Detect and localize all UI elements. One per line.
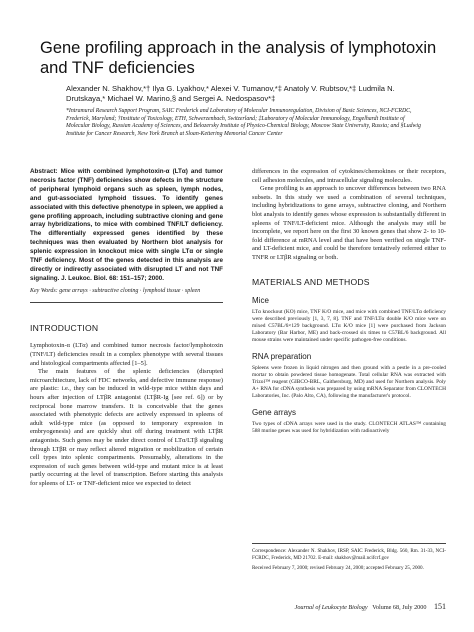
gene-profiling-paragraph: Gene profiling is an approach to uncover differences between two RNA subsets. In this study we used a combination of several techniques, including hybridizations to gene arrays, subtractive cloning, and Northern blot analysis to identify genes whose expression is substantially different in spleens of TNF/LT-deficient mice. Although the analysis may still be incomplete, we report here on the first 30 known genes that show 2- to 10-fold difference at mRNA level and that have been verified on single TNF- and LT-deficient mice, and could be therefore tentatively referred either to TNFR or LTβR signaling or both. [252,185,446,261]
author-list: Alexander N. Shakhov,*† Ilya G. Lyakhov,* Alexei V. Tumanov,*‡ Anatoly V. Rubtsov,*‡ Ludmila N. Drutskaya,* Michael W. Marino,§ and Sergei A. Nedospasov*‡ [66,84,395,103]
journal-volume: Volume 68, July 2000 [372,604,427,611]
methods-heading: MATERIALS AND METHODS [252,276,370,287]
keywords: Key Words: gene arrays · subtractive cloning · lymphoid tissue · spleen [30,287,201,294]
journal-name: Journal of Leukocyte Biology [294,604,368,611]
right-column [252,168,446,435]
mice-text: LTα knockout (KO) mice, TNF K/O mice, and mice with combined TNF/LTα deficiency were described previously [1, 3, 7, 8]. TNF and TNF/LTα double K/O mice were on mixed C57BL/6×129 background. LTα K/O mice [1] were purchased from Jackson Laboratory (Bar Harbor, ME) and back-crossed six times to C57BL/6 background. All mouse strains were maintained under specific pathogen-free conditions. [252,308,446,344]
received-dates: Received February 7, 2000; revised February 24, 2000; accepted February 25, 2000. [252,564,424,571]
mice-heading: Mice [252,295,269,305]
arrays-text: Two types of cDNA arrays were used in the study. CLONTECH ATLAS™ containing 588 murine genes was used for hybridization with radioactively [252,420,446,434]
abstract: Abstract: Mice with combined lymphotoxin-α (LTα) and tumor necrosis factor (TNF) deficiencies show defects in the structure of peripheral lymphoid organs such as spleen, lymph nodes, and gut-associated lymphoid tissues. To identify genes associated with this defective phenotype in spleen, we applied a gene profiling approach, including subtractive cloning and gene array hybridizations, to mice with combined TNF/LT deficiency. The differentially expressed genes identified by these techniques was then evaluated by Northern blot analysis for splenic expression in knockout mice with single LTα or single TNF deficiency. Most of the genes detected in this analysis are directly or indirectly associated with disrupted LT and not TNF signaling. J. Leukoc. Biol. 68: 151–157; 2000. [30,168,223,282]
arrays-heading: Gene arrays [252,407,297,417]
rna-text: Spleens were frozen in liquid nitrogen and then ground with a pestle in a pre-cooled mortar to obtain powdered tissue homogenate. Total cellular RNA was extracted with Trizol™ reagent (GIBCO-BRL, Gaithersburg, MD) and used for Northern analysis. Poly A+ RNA for cDNA synthesis was prepared by using mRNA Separator from CLONTECH Laboratories, Inc. (Palo Alto, CA), following the manufacturer's protocol. [252,364,446,400]
correspondence-note [252,543,446,571]
abstract-divider [30,302,223,303]
intro-heading: INTRODUCTION [30,323,99,334]
correspondence-text: Correspondence: Alexander N. Shakhov, IRSP, SAIC Frederick, Bldg. 560, Rm. 31-33, NCI-FCRDC, Frederick, MD 21702. E-mail: shakhov@mail.ncifcrf.gov [252,548,446,561]
affiliations: *Intramural Research Support Program, SAIC Frederick and Laboratory of Molecular Immunoregulation, Division of Basic Sciences, NCI-FCRDC, Frederick, Maryland; †Institute of Toxicology, ETH, Schwerzenbach, Switzerland; ‡Laboratory of Molecular Immunology, Engelhardt Institute of Molecular Biology, Russian Academy of Sciences, and Belozersky Institute of Physico-Chemical Biology, Moscow State University, Russia; and §Ludwig Institute for Cancer Research, New York Branch at Sloan-Kettering Memorial Cancer Center [66,108,421,137]
page-footer [295,602,446,611]
page-number: 151 [434,602,446,611]
intro-paragraph-1: Lymphotoxin-α (LTα) and combined tumor necrosis factor/lymphotoxin (TNF/LT) deficiencies result in a complex phenotype with several tissues and histological compartments affected [1–5]. [30,342,223,367]
intro-paragraph-2: The main features of the splenic deficiencies (disrupted microarchitecture, lack of FDC networks, and defective immune response) are plastic: i.e., they can be induced in wild-type mice within days and hours after injection of LTβR antagonist (LTβR-Ig [see ref. 6]) or by reciprocal bone marrow transfers. It is conceivable that the genes associated with phenotypic defects are actively expressed in spleens of adult wild-type mice (as opposed to temporary expression in embryogenesis) and are quickly shut off during treatment with LTβR antagonists. Such genes may be under direct control of LTα/LTβ signaling through LTβR or may reflect altered migration or mobilization of certain cell types into splenic compartments. Presumably, alterations in the expression of such genes between wild-type and mutant mice is at least partly occurring at the level of transcription. Before starting this analysis for spleens of LT- or TNF-deficient mice we expected to detect [30,368,223,487]
rna-heading: RNA preparation [252,351,312,361]
left-column [30,168,223,488]
paper-title: Gene profiling approach in the analysis of lymphotoxin and TNF deficiencies [40,39,437,77]
intro-paragraph-continued: differences in the expression of cytokines/chemokines or their receptors, cell adhesion molecules, and intracellular signaling molecules. [252,168,446,184]
